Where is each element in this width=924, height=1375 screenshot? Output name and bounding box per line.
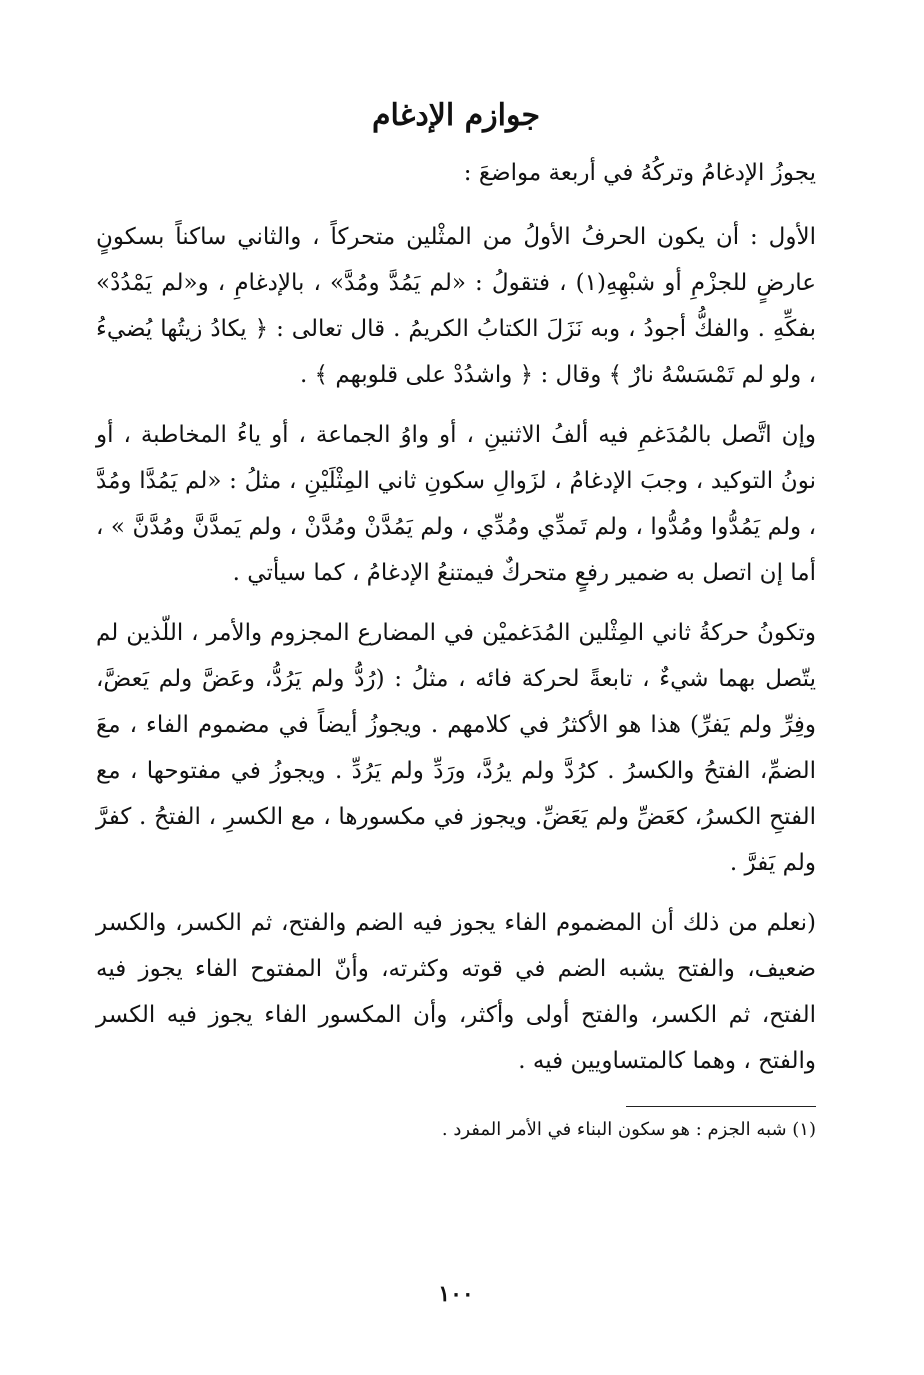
footnote-divider xyxy=(626,1106,816,1107)
paragraph-attached-pronouns: وإن اتَّصل بالمُدَغمِ فيه ألفُ الاثنينِ ، أو واوُ الجماعة ، أو ياءُ المخاطبة ، أو نونُ التوكيد ، وجبَ الإدغامُ ، لزَوالِ سكونِ ثاني المِثْلَيْنِ ، مثلُ : «لم يَمُدَّا ومُدَّ ، ولم يَمُدُّوا ومُدُّوا ، ولم تَمدِّي ومُدِّي ، ولم يَمُدَّنْ ومُدَّنْ ، ولم يَمدَّنَّ ومُدَّنَّ » ، أما إن اتصل به ضمير رفعٍ متحركٌ فيمتنعُ الإدغامُ ، كما سيأتي . xyxy=(96,422,816,586)
page-number: ١٠٠ xyxy=(438,1281,474,1307)
paragraph-vowel-following: وتكونُ حركةُ ثاني المِثْلين المُدَغميْن في المضارع المجزوم والأمر ، اللّذين لم يتّصل بهما شيءٌ ، تابعةً لحركة فائه ، مثلُ : (رُدُّ ولم يَرُدُّ، وعَضَّ ولم يَعضَّ، وفِرِّ ولم يَفرِّ) هذا هو الأكثرُ في كلامهم . ويجوزُ أيضاً في مضموم الفاء ، معَ الضمِّ، الفتحُ والكسرُ . كرُدَّ ولم يرُدَّ، ورَدِّ ولم يَرُدِّ . ويجوزُ في مفتوحها ، مع الفتحِ الكسرُ، كعَضِّ ولم يَعَضِّ. ويجوز في مكسورها ، مع الكسرِ ، الفتحُ . كفرَّ ولم يَفرَّ . xyxy=(96,620,816,876)
page-title: جوازم الإدغام xyxy=(371,98,541,133)
intro-paragraph: يجوزُ الإدغامُ وتركُهُ في أربعة مواضعَ : xyxy=(463,160,816,186)
paragraph-first-case: الأول : أن يكون الحرفُ الأولُ من المثْلين متحركاً ، والثاني ساكناً بسكونٍ عارضٍ للجزْمِ أو شبْهِهِ(١) ، فتقولُ : «لم يَمُدَّ ومُدَّ» ، بالإدغامِ ، و«لم يَمْدُدْ» بفكِّهِ . والفكُّ أجودُ ، وبه نَزَلَ الكتابُ الكريمُ . قال تعالى : ﴿ يكادُ زيتُها يُضيءُ ، ولو لم تَمْسَسْهُ نارٌ ﴾ وقال : ﴿ واشدُدْ على قلوبهم ﴾ . xyxy=(96,224,817,388)
book-page xyxy=(96,96,816,1326)
paragraph-conclusion: (نعلم من ذلك أن المضموم الفاء يجوز فيه الضم والفتح، ثم الكسر، والكسر ضعيف، والفتح يشبه الضم في قوته وكثرته، وأنّ المفتوح الفاء يجوز فيه الفتح، ثم الكسر، والفتح أولى وأكثر، وأن المكسور الفاء يجوز فيه الكسر والفتح ، وهما كالمتساويين فيه . xyxy=(96,910,816,1074)
footnote: (١) شبه الجزم : هو سكون البناء في الأمر المفرد . xyxy=(441,1119,816,1140)
